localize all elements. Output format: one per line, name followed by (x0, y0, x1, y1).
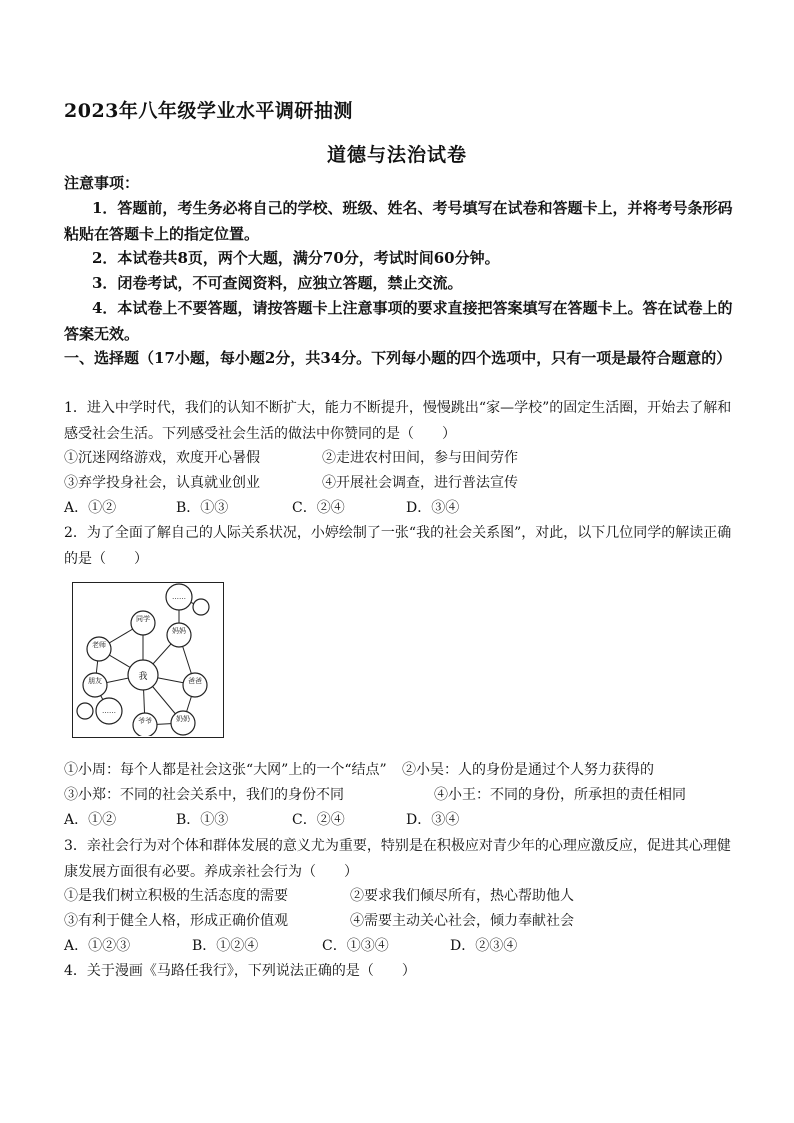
q1-item-2: ②走进农村田间，参与田间劳作 (322, 450, 518, 466)
q1-choice-c: C．②④ (292, 500, 345, 516)
node-teacher-label: 老师 (92, 641, 106, 649)
node-mom-label: 妈妈 (172, 627, 186, 635)
node-classmate-label: 同学 (136, 615, 150, 623)
q3-item-2: ②要求我们倾尽所有，热心帮助他人 (350, 888, 574, 904)
question-3-items-row-2 (64, 910, 734, 934)
question-3-items-row-1 (64, 885, 734, 909)
social-relation-diagram (72, 582, 224, 738)
notice-item-3: 3．闭卷考试，不可查阅资料，应独立答题，禁止交流。 (92, 274, 463, 292)
notice-item-2: 2．本试卷共8页，两个大题，满分70分，考试时间60分钟。 (92, 249, 500, 267)
node-friend-label: 朋友 (88, 677, 102, 685)
question-3-choices (64, 935, 734, 959)
node-more-left-label: …… (102, 707, 116, 715)
question-1-choices (64, 497, 734, 521)
question-1-items-row-1 (64, 447, 734, 471)
q1-choice-a: A．①② (64, 500, 117, 516)
question-2-items-row-2 (64, 784, 734, 808)
question-1-items-row-2 (64, 472, 734, 496)
q3-item-3: ③有利于健全人格，形成正确价值观 (64, 913, 288, 929)
question-4-stem: 4．关于漫画《马路任我行》，下列说法正确的是（ ） (64, 963, 416, 979)
question-2-items-row-1 (64, 759, 734, 783)
notice-item-4: 4．本试卷上不要答题，请按答题卡上注意事项的要求直接把答案填写在答题卡上。答在试卷上的答案无效。 (64, 299, 733, 343)
node-dad-label: 爸爸 (188, 677, 202, 685)
q1-item-1: ①沉迷网络游戏，欢度开心暑假 (64, 450, 260, 466)
subject-title: 道德与法治试卷 (326, 144, 467, 166)
question-3-stem: 3．亲社会行为对个体和群体发展的意义尤为重要，特别是在积极应对青少年的心理应激反应，促进其心理健康发展方面很有必要。养成亲社会行为（ ） (64, 838, 731, 880)
q3-item-4: ④需要主动关心社会，倾力奉献社会 (350, 913, 574, 929)
node-small-top-circle (193, 599, 209, 615)
q2-item-1: ①小周：每个人都是社会这张“大网”上的一个“结点” (64, 762, 387, 778)
q1-choice-b: B．①③ (176, 500, 229, 516)
node-grandpa-label: 爷爷 (138, 717, 152, 725)
node-more-top-label: …… (172, 593, 186, 601)
node-grandma-label: 奶奶 (176, 715, 190, 723)
q3-choice-a: A．①②③ (64, 938, 131, 954)
q3-choice-c: C．①③④ (322, 938, 389, 954)
question-2-choices (64, 809, 734, 833)
node-me-label: 我 (138, 672, 148, 682)
q2-choice-b: B．①③ (176, 812, 229, 828)
exam-title: 2023年八年级学业水平调研抽测 (64, 100, 353, 122)
q2-choice-d: D．③④ (406, 812, 460, 828)
node-small-left-circle (77, 703, 93, 719)
q1-item-4: ④开展社会调查，进行普法宣传 (322, 475, 518, 491)
relation-network-graph (73, 583, 222, 736)
q1-item-3: ③弃学投身社会，认真就业创业 (64, 475, 260, 491)
q3-choice-b: B．①②④ (192, 938, 259, 954)
question-2-stem: 2．为了全面了解自己的人际关系状况，小婷绘制了一张“我的社会关系图”，对此，以下几位同学的解读正确的是（ ） (64, 525, 732, 567)
q2-choice-c: C．②④ (292, 812, 345, 828)
question-1-stem: 1．进入中学时代，我们的认知不断扩大，能力不断提升，慢慢跳出“家—学校”的固定生活圈，开始去了解和感受社会生活。下列感受社会生活的做法中你赞同的是（ ） (64, 400, 732, 442)
q2-item-3: ③小郑：不同的社会关系中，我们的身份不同 (64, 787, 344, 803)
q1-choice-d: D．③④ (406, 500, 460, 516)
notice-item-1: 1．答题前，考生务必将自己的学校、班级、姓名、考号填写在试卷和答题卡上，并将考号条形码粘贴在答题卡上的指定位置。 (64, 199, 733, 243)
notice-heading: 注意事项： (64, 174, 140, 192)
q2-choice-a: A．①② (64, 812, 117, 828)
q3-choice-d: D．②③④ (450, 938, 518, 954)
q2-item-2: ②小吴：人的身份是通过个人努力获得的 (402, 762, 654, 778)
section-heading: 一、选择题（17小题，每小题2分，共34分。下列每小题的四个选项中，只有一项是最符合题意的） (64, 349, 732, 367)
q2-item-4: ④小王：不同的身份，所承担的责任相同 (434, 787, 686, 803)
q3-item-1: ①是我们树立积极的生活态度的需要 (64, 888, 288, 904)
